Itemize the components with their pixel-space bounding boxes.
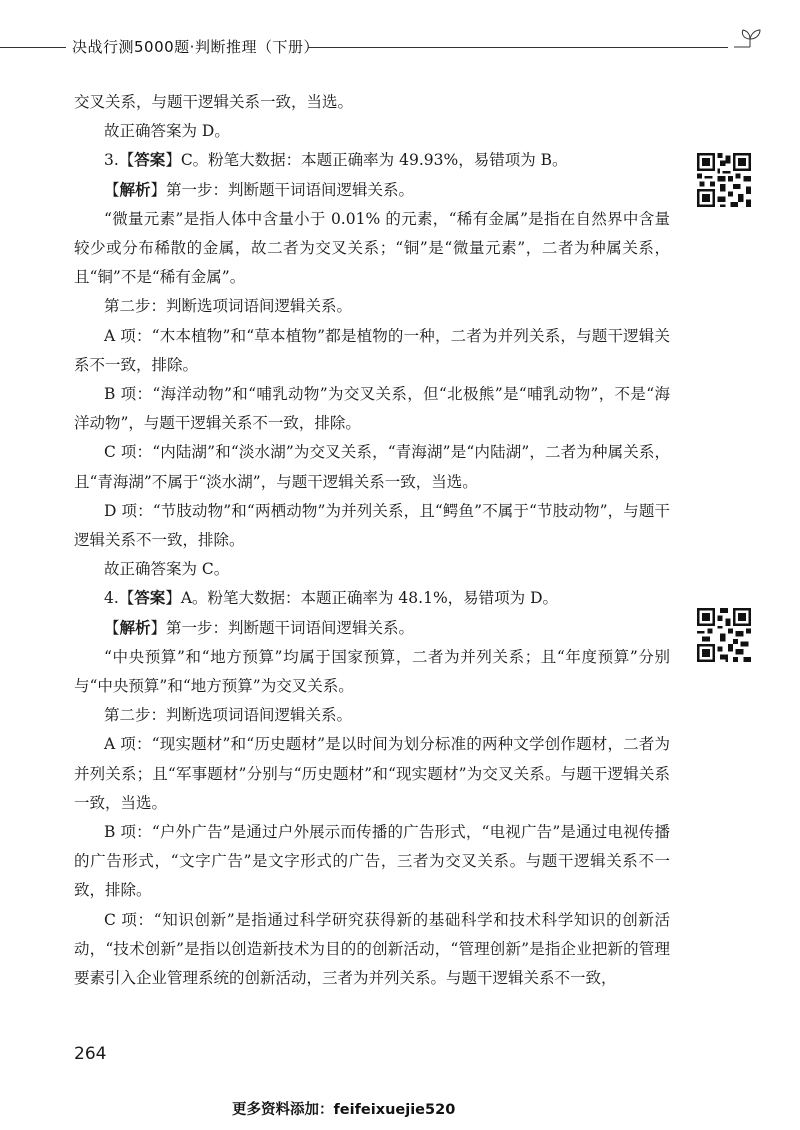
paragraph: 故正确答案为 C。 bbox=[104, 560, 230, 579]
paragraph: “微量元素”是指人体中含量小于 0.01% 的元素，“稀有金属”是指在自然界中含量较少或分布稀散的金属，故二者为交叉关系；“铜”是“微量元素”，二者为种属关系，且“铜”不是“稀有金属”。 bbox=[74, 209, 670, 287]
analysis-label: 解析 bbox=[119, 618, 151, 637]
header-rule-left bbox=[0, 47, 66, 48]
answer-label: 答案 bbox=[134, 151, 166, 170]
footer-watermark: 更多资料添加：feifeixuejie520 bbox=[232, 1102, 456, 1118]
header-title: 决战行测5000题·判断推理（下册） bbox=[72, 38, 319, 56]
paragraph: “中央预算”和“地方预算”均属于国家预算，二者为并列关系；且“年度预算”分别与“中央预算”和“地方预算”为交叉关系。 bbox=[74, 647, 670, 696]
answer-text: 】C。粉笔大数据：本题正确率为 49.93%，易错项为 B。 bbox=[165, 151, 568, 170]
answer-text: 】A。粉笔大数据：本题正确率为 48.1%，易错项为 D。 bbox=[165, 589, 559, 608]
option-c: C 项：“内陆湖”和“淡水湖”为交叉关系，“青海湖”是“内陆湖”，二者为种属关系，且“青海湖”不属于“淡水湖”，与题干逻辑关系一致，当选。 bbox=[74, 443, 670, 491]
answer-explanations bbox=[74, 88, 670, 993]
question-number: 3.【 bbox=[104, 151, 135, 170]
paragraph: 第二步：判断选项词语间逻辑关系。 bbox=[104, 297, 353, 316]
header-rule-right bbox=[308, 47, 728, 48]
option-a: A 项：“现实题材”和“历史题材”是以时间为划分标准的两种文学创作题材，二者为并列关系；且“军事题材”分别与“历史题材”和“现实题材”为交叉关系。与题干逻辑关系一致，当选。 bbox=[74, 735, 670, 812]
option-b: B 项：“海洋动物”和“哺乳动物”为交叉关系，但“北极熊”是“哺乳动物”，不是“海洋动物”，与题干逻辑关系不一致，排除。 bbox=[74, 385, 670, 433]
answer-line-q3 bbox=[74, 146, 670, 175]
question-number: 4.【 bbox=[104, 589, 135, 608]
analysis-line-q3: 【解析】第一步：判断题干词语间逻辑关系。 bbox=[104, 180, 415, 199]
analysis-line-q4: 【解析】第一步：判断题干词语间逻辑关系。 bbox=[104, 618, 415, 637]
option-d: D 项：“节肢动物”和“两栖动物”为并列关系，且“鳄鱼”不属于“节肢动物”，与题干逻辑关系不一致，排除。 bbox=[74, 501, 670, 550]
option-c: C 项：“知识创新”是指通过科学研究获得新的基础科学和技术科学知识的创新活动，“技术创新”是指以创造新技术为目的的创新活动，“管理创新”是指企业把新的管理要素引入企业管理系统的创新活动，三者为并列关系。与题干逻辑关系不一致， bbox=[74, 910, 670, 988]
page-number: 264 bbox=[74, 1044, 107, 1064]
analysis-label: 解析 bbox=[119, 180, 151, 199]
answer-line-q4 bbox=[74, 584, 670, 613]
sprout-icon bbox=[730, 26, 770, 56]
option-b: B 项：“户外广告”是通过户外展示而传播的广告形式，“电视广告”是通过电视传播的广告形式，“文字广告”是文字形式的广告，三者为交叉关系。与题干逻辑关系不一致，排除。 bbox=[74, 823, 670, 900]
option-a: A 项：“木本植物”和“草本植物”都是植物的一种，二者为并列关系，与题干逻辑关系不一致，排除。 bbox=[74, 326, 670, 374]
paragraph: 交叉关系，与题干逻辑关系一致，当选。 bbox=[74, 93, 354, 111]
answer-label: 答案 bbox=[134, 589, 166, 608]
qr-code-icon[interactable] bbox=[697, 153, 751, 207]
paragraph: 故正确答案为 D。 bbox=[104, 122, 230, 141]
qr-code-icon[interactable] bbox=[697, 608, 751, 662]
paragraph: 第二步：判断选项词语间逻辑关系。 bbox=[104, 706, 353, 725]
running-header bbox=[0, 34, 800, 64]
